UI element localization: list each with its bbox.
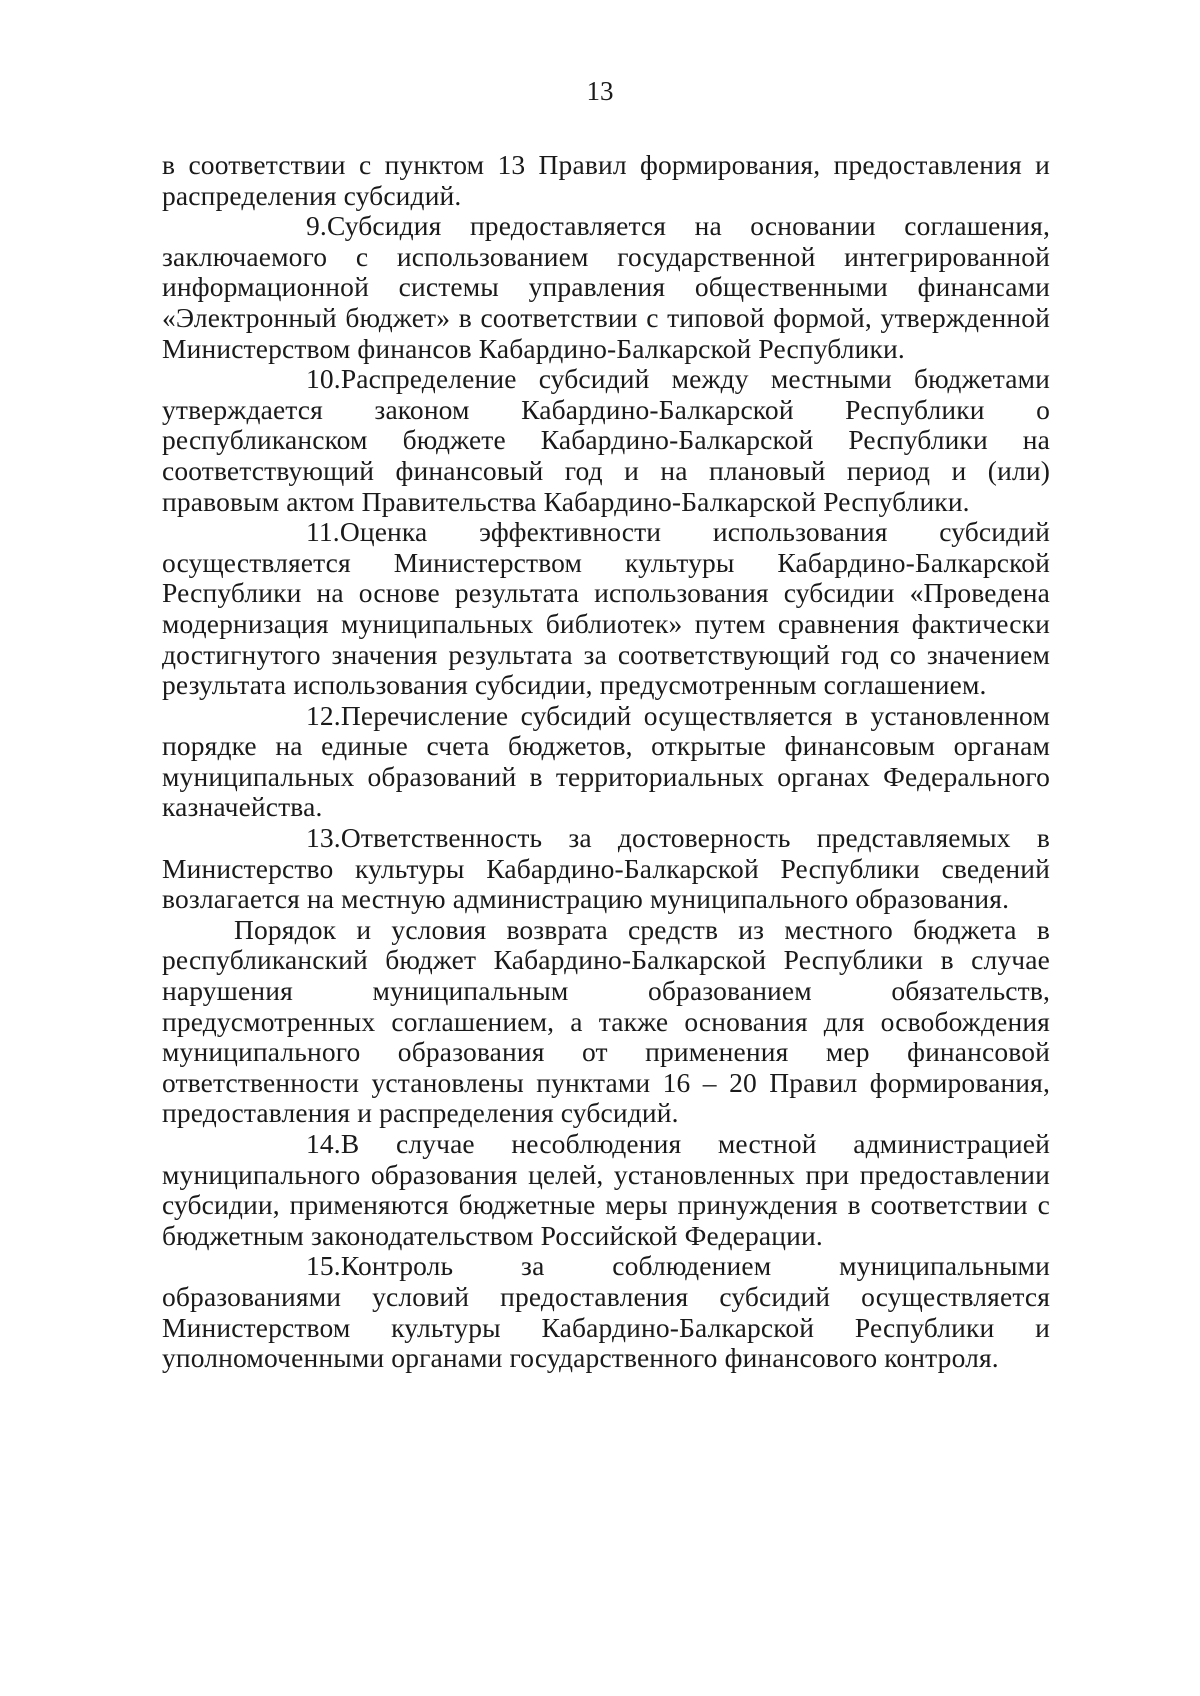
paragraph-text: Порядок и условия возврата средств из местного бюджета в республиканский бюджет Кабардино-Балкарской Республики в случае нарушения муниципальным образованием обязательств, предусмотренных соглашением, а также основания для освобождения муниципального образования от применения мер финансовой ответственности установлены пунктами 16 – 20 Правил формирования, предоставления и распределения субсидий. bbox=[162, 913, 1050, 1129]
paragraph-14 bbox=[162, 1129, 1050, 1251]
paragraph-number: 12. bbox=[306, 699, 341, 731]
paragraph-number: 9. bbox=[306, 210, 327, 242]
paragraph-text: Субсидия предоставляется на основании соглашения, заключаемого с использованием государственной интегрированной информационной системы управления общественными финансами «Электронный бюджет» в соответствии с типовой формой, утвержденной Министерством финансов Кабардино-Балкарской Республики. bbox=[162, 210, 1050, 364]
paragraph-13-continuation bbox=[162, 915, 1050, 1129]
paragraph-number: 11. bbox=[306, 516, 340, 548]
paragraph-12 bbox=[162, 701, 1050, 823]
paragraph-number: 13. bbox=[306, 822, 341, 854]
paragraph-text: Распределение субсидий между местными бюджетами утверждается законом Кабардино-Балкарской Республики о республиканском бюджете Кабардино-Балкарской Республики на соответствующий финансовый год и на плановый период и (или) правовым актом Правительства Кабардино-Балкарской Республики. bbox=[162, 363, 1050, 517]
paragraph-text: Контроль за соблюдением муниципальными образованиями условий предоставления субсидий осуществляется Министерством культуры Кабардино-Балкарской Республики и уполномоченными органами государственного финансового контроля. bbox=[162, 1250, 1050, 1374]
paragraph-continuation bbox=[162, 150, 1050, 211]
paragraph-text: в соответствии с пунктом 13 Правил формирования, предоставления и распределения субсидий. bbox=[162, 149, 1050, 211]
document-body bbox=[162, 150, 1050, 1374]
paragraph-11 bbox=[162, 517, 1050, 701]
paragraph-number: 15. bbox=[306, 1250, 341, 1282]
paragraph-number: 14. bbox=[306, 1128, 341, 1159]
paragraph-13 bbox=[162, 823, 1050, 915]
paragraph-text: Перечисление субсидий осуществляется в установленном порядке на единые счета бюджетов, открытые финансовым органам муниципальных образований в территориальных органах Федерального казначейства. bbox=[162, 699, 1050, 823]
paragraph-10 bbox=[162, 364, 1050, 517]
paragraph-15 bbox=[162, 1251, 1050, 1373]
page-number: 13 bbox=[586, 76, 614, 106]
paragraph-text: В случае несоблюдения местной администрацией муниципального образования целей, установленных при предоставлении субсидии, применяются бюджетные меры принуждения в соответствии с бюджетным законодательством Российской Федерации. bbox=[162, 1128, 1050, 1251]
paragraph-text: Ответственность за достоверность представляемых в Министерство культуры Кабардино-Балкарской Республики сведений возлагается на местную администрацию муниципального образования. bbox=[162, 822, 1050, 915]
paragraph-text: Оценка эффективности использования субсидий осуществляется Министерством культуры Кабардино-Балкарской Республики на основе результата использования субсидии «Проведена модернизация муниципальных библиотек» путем сравнения фактически достигнутого значения результата за соответствующий год со значением результата использования субсидии, предусмотренным соглашением. bbox=[162, 516, 1050, 701]
paragraph-9 bbox=[162, 211, 1050, 364]
paragraph-number: 10. bbox=[306, 363, 341, 395]
